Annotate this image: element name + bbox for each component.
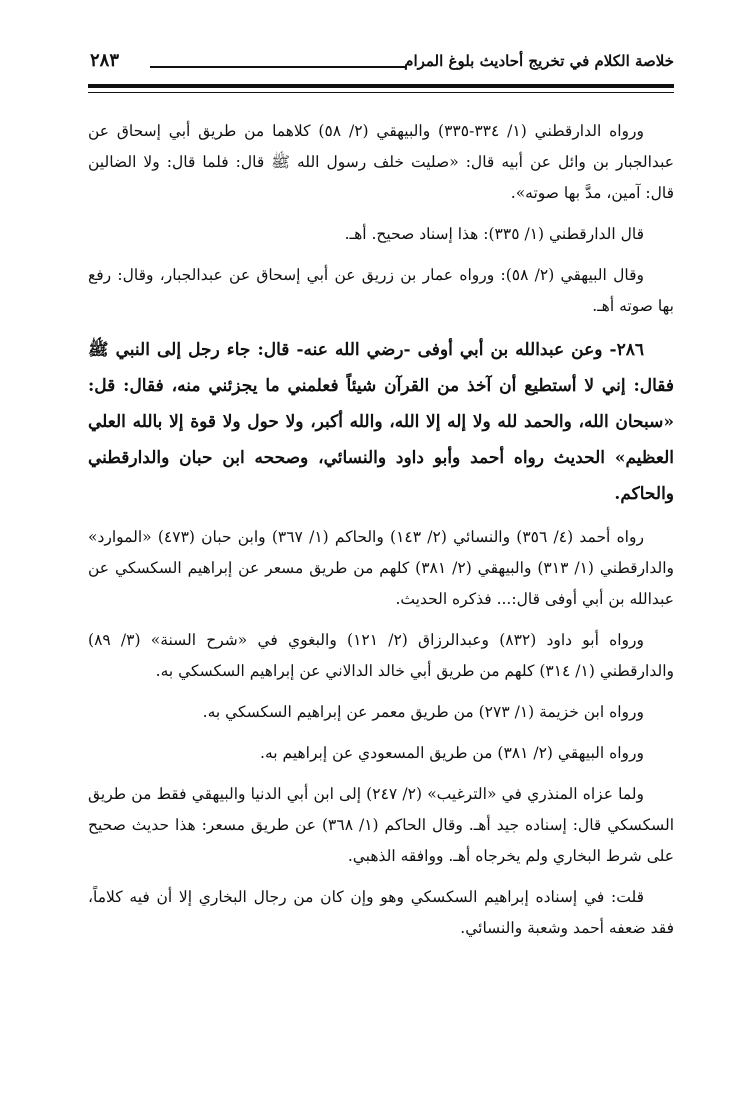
header-rule-thick <box>88 84 674 88</box>
header-rule-thin <box>88 92 674 93</box>
paragraph-narration-daraqutni: ورواه الدارقطني (١/ ٣٣٤-٣٣٥) والبيهقي (٢/ ٥٨) كلاهما من طريق أبي إسحاق عن عبدالجبار بن وائل عن أبيه قال: «صليت خلف رسول الله ﷺ قال: فلما قال: ولا الضالين قال: آمين، مدَّ بها صوته». <box>88 122 674 202</box>
paragraph-takhrij-ahmad: رواه أحمد (٤/ ٣٥٦) والنسائي (٢/ ١٤٣) والحاكم (١/ ٣٦٧) وابن حبان (٤٧٣) «الموارد» والدارقطني (١/ ٣١٣) والبيهقي (٢/ ٣٨١) كلهم من طريق مسعر عن إبراهيم السكسكي عن عبدالله بن أبي أوفى قال:... فذكره الحديث. <box>88 528 675 608</box>
paragraph-takhrij-ibn-khuzayma: ورواه ابن خزيمة (١/ ٢٧٣) من طريق معمر عن إبراهيم السكسكي به. <box>202 703 644 721</box>
paragraph-daraqutni-grading: قال الدارقطني (١/ ٣٣٥): هذا إسناد صحيح. أهـ. <box>344 225 644 243</box>
paragraph-mundhiri-hakim: ولما عزاه المنذري في «الترغيب» (٢/ ٢٤٧) إلى ابن أبي الدنيا والبيهقي فقط من طريق السكسكي قال: إسناده جيد أهـ. وقال الحاكم (١/ ٣٦٨) عن طريق مسعر: هذا حديث صحيح على شرط البخاري ولم يخرجاه أهـ. ووافقه الذهبي. <box>88 785 674 865</box>
paragraph-author-comment: قلت: في إسناده إبراهيم السكسكي وهو وإن كان من رجال البخاري إلا أن فيه كلاماً، فقد ضعفه أحمد وشعبة والنسائي. <box>88 888 674 937</box>
page-number: ٢٨٣ <box>90 50 120 71</box>
paragraph-bayhaqi-comment: وقال البيهقي (٢/ ٥٨): ورواه عمار بن زريق عن أبي إسحاق عن عبدالجبار، وقال: رفع بها صوته أهـ. <box>88 266 674 315</box>
page-body <box>88 116 674 954</box>
hadith-286-text: ٢٨٦- وعن عبدالله بن أبي أوفى -رضي الله عنه- قال: جاء رجل إلى النبي ﷺ فقال: إني لا أستطيع أن آخذ من القرآن شيئاً فعلمني ما يجزئني منه، فقال: قل: «سبحان الله، والحمد لله ولا إله إلا الله، والله أكبر، ولا حول ولا قوة إلا بالله العلي العظيم» الحديث رواه أحمد وأبو داود والنسائي، وصححه ابن حبان والدارقطني والحاكم. <box>88 340 674 504</box>
page-header <box>88 50 674 78</box>
running-title: خلاصة الكلام في تخريج أحاديث بلوغ المرام <box>404 52 674 70</box>
paragraph-takhrij-abu-dawud: ورواه أبو داود (٨٣٢) وعبدالرزاق (٢/ ١٢١) والبغوي في «شرح السنة» (٣/ ٨٩) والدارقطني (١/ ٣١٤) كلهم من طريق أبي خالد الدالاني عن إبراهيم السكسكي به. <box>88 631 674 680</box>
paragraph-takhrij-bayhaqi: ورواه البيهقي (٢/ ٣٨١) من طريق المسعودي عن إبراهيم به. <box>260 744 644 762</box>
header-line <box>150 66 406 68</box>
